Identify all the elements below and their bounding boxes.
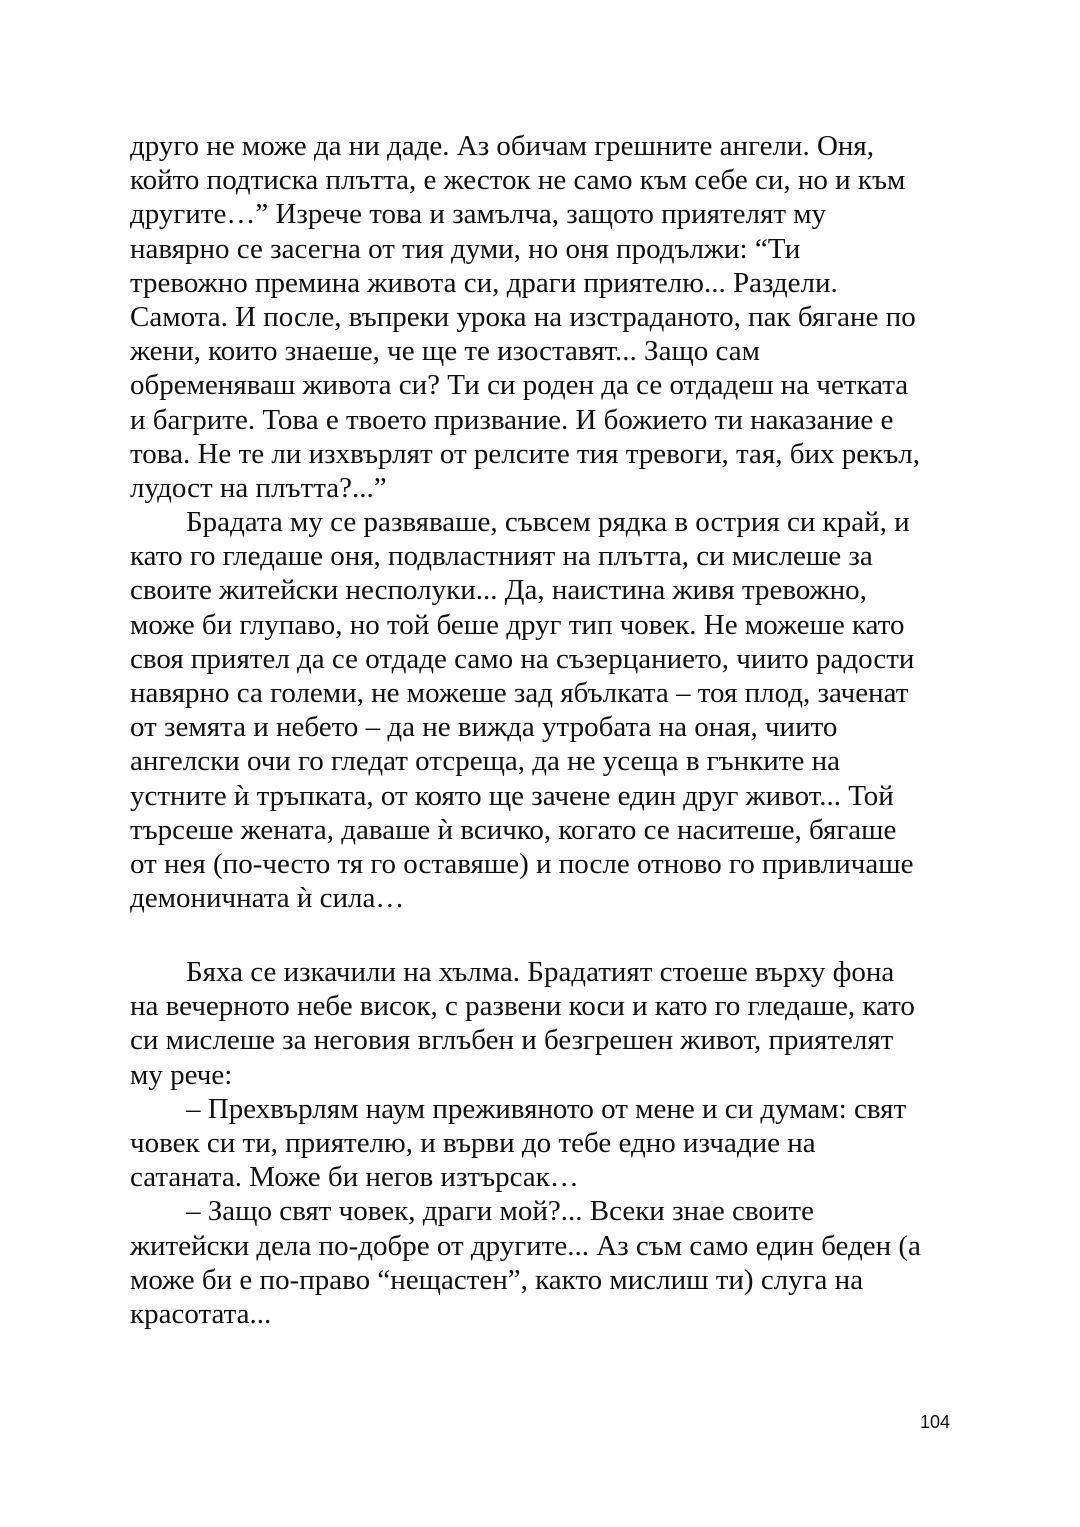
text-line: навярно са големи, не можеше зад ябълката – тоя плод, заченат (130, 677, 909, 709)
text-line: и багрите. Това е твоето призвание. И божието ти наказание е (130, 403, 894, 436)
text-line: като го гледаше оня, подвластният на плътта, си мислеше за (130, 540, 873, 573)
text-line: демоничната ѝ сила… (130, 882, 405, 915)
text-line: обременяваш живота си? Ти си роден да се отдадеш на четката (130, 369, 909, 402)
text-line: който подтиска плътта, е жесток не само към себе си, но и към (130, 164, 906, 197)
text-line: на вечерното небе висок, с развени коси и като го гледаше, като (130, 990, 915, 1023)
text-block-1 (130, 129, 970, 915)
text-line: сатаната. Може би негов изтърсак… (130, 1161, 579, 1194)
text-line: красотата... (130, 1297, 272, 1330)
text-line: навярно се засегна от тия думи, но оня продължи: “Ти (130, 232, 801, 265)
text-line: си мислеше за неговия вглъбен и безгрешен живот, приятелят (130, 1024, 894, 1057)
text-line: лудост на плътта?...” (130, 471, 387, 504)
text-line: своите житейски несполуки... Да, наистина живя тревожно, (130, 574, 867, 607)
text-line: търсеше жената, даваше ѝ всичко, когато се наситеше, бягаше (130, 813, 897, 846)
text-line: устните ѝ тръпката, от която ще зачене един друг живот... Той (130, 779, 894, 812)
text-line: Брадата му се развяваше, съвсем рядка в острия си край, и (186, 506, 910, 539)
text-line: може би е по-право “нещастен”, както мислиш ти) слуга на (130, 1263, 864, 1296)
text-line: жени, които знаеше, че ще те изоставят... Защо сам (130, 335, 760, 368)
text-block-2 (130, 955, 970, 1331)
text-line: житейски дела по-добре от другите... Аз съм само един беден (а (130, 1229, 921, 1262)
text-line: – Прехвърлям наум преживяното от мене и си думам: свят (186, 1092, 907, 1125)
text-line: човек си ти, приятелю, и върви до тебе едно изчадие на (130, 1126, 816, 1159)
text-line: от нея (по-често тя го оставяше) и после отново го привличаше (130, 847, 914, 880)
text-line: му рече: (130, 1058, 233, 1091)
text-line: тревожно премина живота си, драги приятелю... Раздели. (130, 266, 838, 299)
text-line: от земята и небето – да не вижда утробата на оная, чиито (130, 711, 838, 744)
text-line: – Защо свят човек, драги мой?... Всеки знае своите (186, 1195, 814, 1228)
text-line: ангелски очи го гледат отсреща, да не усеща в гънките на (130, 745, 840, 778)
text-line: това. Не те ли изхвърлят от релсите тия тревоги, тая, бих рекъл, (130, 437, 920, 470)
text-line: може би глупаво, но той беше друг тип човек. Не можеше като (130, 608, 905, 641)
text-line: своя приятел да се отдаде само на съзерцанието, чиито радости (130, 642, 915, 675)
text-line: друго не може да ни даде. Аз обичам грешните ангели. Оня, (130, 130, 874, 162)
text-line: другите…” Изрече това и замълча, защото приятелят му (130, 198, 827, 231)
page-number: 104 (919, 1412, 950, 1432)
text-line: Самота. И после, въпреки урока на изстраданото, пак бягане по (130, 300, 916, 333)
text-line: Бяха се изкачили на хълма. Брадатият стоеше върху фона (186, 956, 895, 988)
